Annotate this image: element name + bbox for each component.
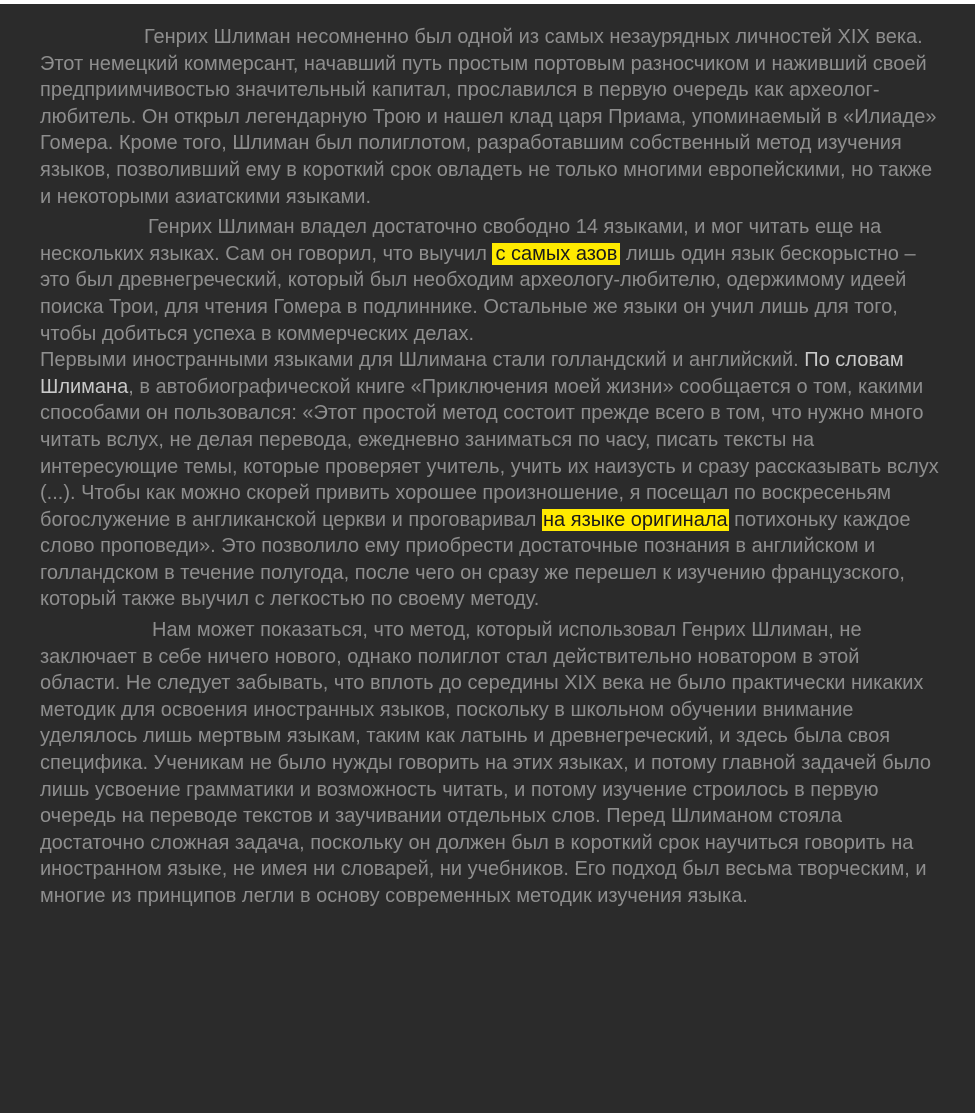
paragraph-3-after: потихоньку каждое слово проповеди». Это позволило ему приобрести достаточные познания в английском и голландском в течение полугода, после чего он сразу же перешел к изучению французского, который также выучил с легкостью по своему методу. [40,508,911,611]
paragraph-2-after: лишь один язык бескорыстно – это был древнегреческий, который был необходим археологу-любителю, одержимому идеей поиска Трои, для чтения Гомера в подлиннике. Остальные же языки он учил лишь для того, чтобы добиться успеха в коммерческих делах. [40,242,916,345]
article-body [40,24,945,914]
paragraph-2 [40,214,945,347]
paragraph-4-text: Нам может показаться, что метод, который использовал Генрих Шлиман, не заключает в себе ничего нового, однако полиглот стал действительно новатором в этой области. Не следует забывать, что вплоть до середины XIX века не было практически никаких методик для освоения иностранных языков, поскольку в школьном обучении внимание уделялось лишь мертвым языкам, таким как латынь и древнегреческий, и здесь была своя специфика. Ученикам не было нужды говорить на этих языках, и потому главной задачей было лишь усвоение грамматики и возможность читать, и потому изучение строилось в первую очередь на переводе текстов и заучивании отдельных слов. Перед Шлиманом стояла достаточно сложная задача, поскольку он должен был в короткий срок научиться говорить на иностранном языке, не имея ни словарей, ни учебников. Его подход был весьма творческим, и многие из принципов легли в основу современных методик изучения языка. [40,619,931,907]
highlight-from-scratch[interactable]: с самых азов [492,243,620,265]
according-to-schliemann-text: По словам Шлимана [40,349,904,398]
top-edge [0,0,975,4]
paragraph-3-middle: , в автобиографической книге «Приключения моей жизни» сообщается о том, какими способами он пользовался: «Этот простой метод состоит прежде всего в том, что нужно много читать вслух, не делая перевода, ежедневно заниматься по часу, писать тексты на интересующие темы, которые проверяет учитель, учить их наизусть и сразу рассказывать вслух (...). Чтобы как можно скорей привить хорошее произношение, я посещал по воскресеньям богослужение в англиканской церкви и проговаривал [40,375,939,531]
paragraph-3 [40,347,945,613]
highlight-original-language[interactable]: на языке оригинала [543,508,728,531]
paragraph-4 [40,617,945,910]
paragraph-1-text: Генрих Шлиман несомненно был одной из самых незаурядных личностей XIX века. Этот немецкий коммерсант, начавший путь простым портовым разносчиком и наживший своей предприимчивостью значительный капитал, прославился в первую очередь как археолог-любитель. Он открыл легендарную Трою и нашел клад царя Приама, упоминаемый в «Илиаде» Гомера. Кроме того, Шлиман был полиглотом, разработавшим собственный метод изучения языков, позволивший ему в короткий срок овладеть не только многими европейскими, но также и некоторыми азиатскими языками. [40,26,937,208]
paragraph-2-before: Генрих Шлиман владел достаточно свободно 14 языками, и мог читать еще на нескольких языках. Сам он говорил, что выучил [40,216,882,265]
paragraph-3-before: Первыми иностранными языками для Шлимана стали голландский и английский. [40,349,805,372]
paragraph-1 [40,24,945,210]
